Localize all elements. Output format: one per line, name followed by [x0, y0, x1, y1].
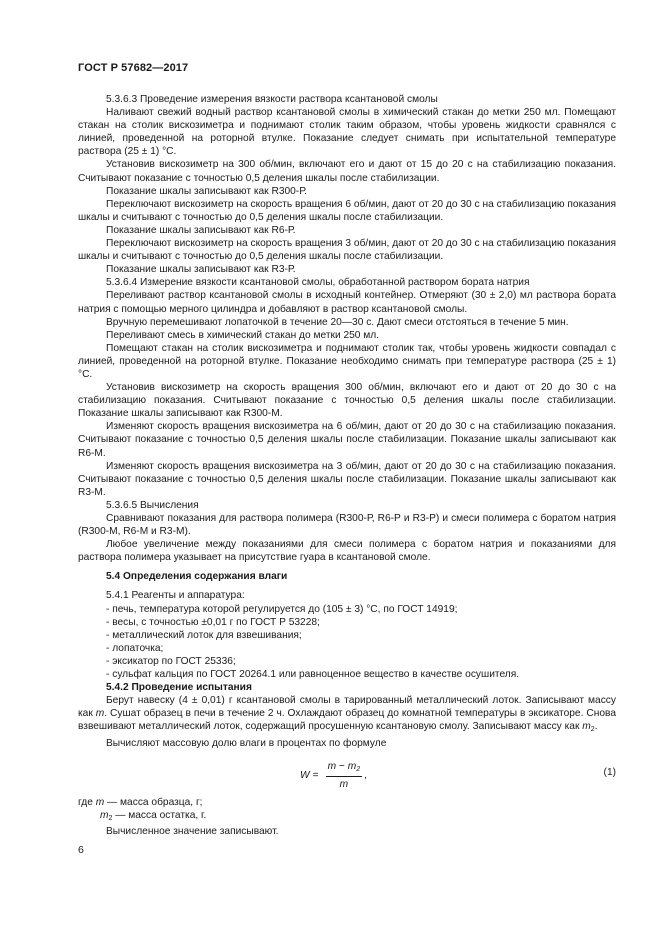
paragraph: Наливают свежий водный раствор ксантановой смолы в химический стакан до метки 250 мл. Помещают стакан на столик вискозиметра и поднимают столик таким образом, чтобы уровень жидкости сравнялся с линией, проведенной на роторной втулке. Показание следует снимать при испытательной температуре раствора (25 ± 1) °С.: [78, 107, 616, 158]
formula-denominator: m: [339, 778, 349, 790]
numerator-m: m: [327, 760, 337, 772]
variable-m2: m: [100, 809, 109, 821]
paragraph: Переключают вискозиметр на скорость вращения 6 об/мин, дают от 20 до 30 с на стабилизацию показания шкалы и считывают с точностью до 0,5 деления шкалы после стабилизации.: [78, 198, 616, 223]
definition-m2: [78, 809, 616, 825]
list-item: - лопаточка;: [106, 642, 164, 654]
subscript: 2: [108, 814, 113, 822]
paragraph: [78, 694, 616, 736]
definition-m: [78, 796, 616, 809]
formula-expression: [300, 760, 367, 791]
paragraph: Переключают вискозиметр на скорость вращения 3 об/мин, дают от 20 до 30 с на стабилизацию показания шкалы и считывают с точностью до 0,5 деления шкалы после стабилизации.: [78, 238, 616, 263]
text: где: [78, 796, 96, 808]
text: . Сушат образец в печи в течение 2 ч. Охлаждают образец до комнатной температуры в эксикаторе. Снова взвешивают металлический лоток, содержащий просушенную ксантановую смолу. Записывают массу как: [78, 708, 616, 733]
formula-comma: ,: [364, 769, 367, 781]
paragraph: Вычисленное значение записывают.: [106, 825, 279, 837]
section-heading-5-3-6-4: 5.3.6.4 Измерение вязкости ксантановой смолы, обработанной раствором бората натрия: [106, 277, 530, 289]
minus-sign: −: [338, 760, 345, 772]
text: — масса образца, г;: [104, 796, 203, 808]
list-item: - эксикатор по ГОСТ 25336;: [106, 655, 236, 667]
section-heading-5-3-6-5: 5.3.6.5 Вычисления: [106, 499, 199, 511]
paragraph: Показание шкалы записывают как R6-Р.: [106, 224, 296, 236]
variable-m: m: [95, 796, 105, 808]
paragraph: Помещают стакан на столик вискозиметра и поднимают столик так, чтобы уровень жидкости совпадал с линией, проведенной на роторной втулке. Показание необходимо снимать при температуре раствора (25 ± 1) °С.: [78, 342, 616, 380]
formula-number: (1): [603, 766, 616, 778]
section-heading-5-4-2: 5.4.2 Проведение испытания: [106, 682, 252, 694]
paragraph: Показание шкалы записывают как R300-Р.: [106, 185, 307, 197]
list-item: - сульфат кальция по ГОСТ 20264.1 или равноценное вещество в качестве осушителя.: [106, 669, 520, 681]
paragraph: Изменяют скорость вращения вискозиметра на 3 об/мин, дают от 20 до 30 с на стабилизацию показания. Считывают показание с точностью 0,5 деления шкалы после стабилизации. Показание шкалы записывают как R3-М.: [78, 460, 616, 498]
numerator-subscript: 2: [356, 765, 361, 773]
text: .: [594, 721, 598, 733]
formula-equals: =: [312, 769, 319, 781]
section-heading-5-4: 5.4 Определения содержания влаги: [106, 571, 288, 583]
subscript: 2: [590, 726, 595, 734]
variable-m: m: [95, 708, 105, 720]
paragraph: Установив вискозиметр на 300 об/мин, включают его и дают от 15 до 20 с на стабилизацию показания. Считывают показание с точностью 0,5 деления шкалы после стабилизации.: [78, 159, 616, 184]
document-header: ГОСТ Р 57682—2017: [78, 62, 189, 74]
list-item: - печь, температура которой регулируется до (105 ± 3) °С, по ГОСТ 14919;: [106, 603, 458, 615]
paragraph: Вручную перемешивают лопаточкой в течение 20—30 с. Дают смеси отстояться в течение 5 мин.: [106, 316, 569, 328]
paragraph: Установив вискозиметр на скорость вращения 300 об/мин, включают его и дают от 20 до 30 с на стабилизацию показания. Считывают показание с точностью 0,5 деления шкалы после стабилизации. Показание шкалы записывают как R300-М.: [78, 382, 616, 420]
paragraph: Изменяют скорость вращения вискозиметра на 6 об/мин, дают от 20 до 30 с на стабилизацию показания. Считывают показание с точностью 0,5 деления шкалы после стабилизации. Показание шкалы записывают как R6-М.: [78, 421, 616, 459]
numerator-m2: m: [347, 760, 357, 772]
formula-fraction: [326, 760, 363, 791]
paragraph: Вычисляют массовую долю влаги в процентах по формуле: [106, 737, 387, 749]
section-heading-5-4-1: 5.4.1 Реагенты и аппаратура:: [106, 590, 245, 602]
text: — масса остатка, г.: [112, 809, 207, 821]
list-item: - весы, с точностью ±0,01 г по ГОСТ Р 53228;: [106, 616, 320, 628]
paragraph: Сравнивают показания для раствора полимера (R300-Р, R6-Р и R3-Р) и смеси полимера с боратом натрия (R300-М, R6-М и R3-М).: [78, 513, 616, 538]
formula-numerator: [326, 760, 363, 777]
text: Берут навеску (4 ± 0,01) г ксантановой смолы в тарированный металлический лоток. Записывают массу как: [78, 695, 616, 720]
formula-1: [78, 758, 616, 792]
variable-m2: m: [582, 721, 591, 733]
document-body: [78, 93, 616, 838]
paragraph: Переливают раствор ксантановой смолы в исходный контейнер. Отмеряют (30 ± 2,0) мл раствора бората натрия с помощью мерного цилиндра и добавляют в раствор ксантановой смолы.: [78, 290, 616, 315]
section-heading-5-3-6-3: 5.3.6.3 Проведение измерения вязкости раствора ксантановой смолы: [106, 94, 438, 105]
paragraph: Показание шкалы записывают как R3-Р.: [106, 264, 296, 276]
list-item: - металлический лоток для взвешивания;: [106, 629, 302, 641]
paragraph: Переливают смесь в химический стакан до метки 250 мл.: [106, 329, 380, 341]
page-number: 6: [78, 844, 84, 856]
paragraph: Любое увеличение между показаниями для смеси полимера с боратом натрия и показаниями для раствора полимера указывает на присутствие гуара в ксантановой смоле.: [78, 539, 616, 564]
formula-lhs: W: [300, 769, 310, 781]
